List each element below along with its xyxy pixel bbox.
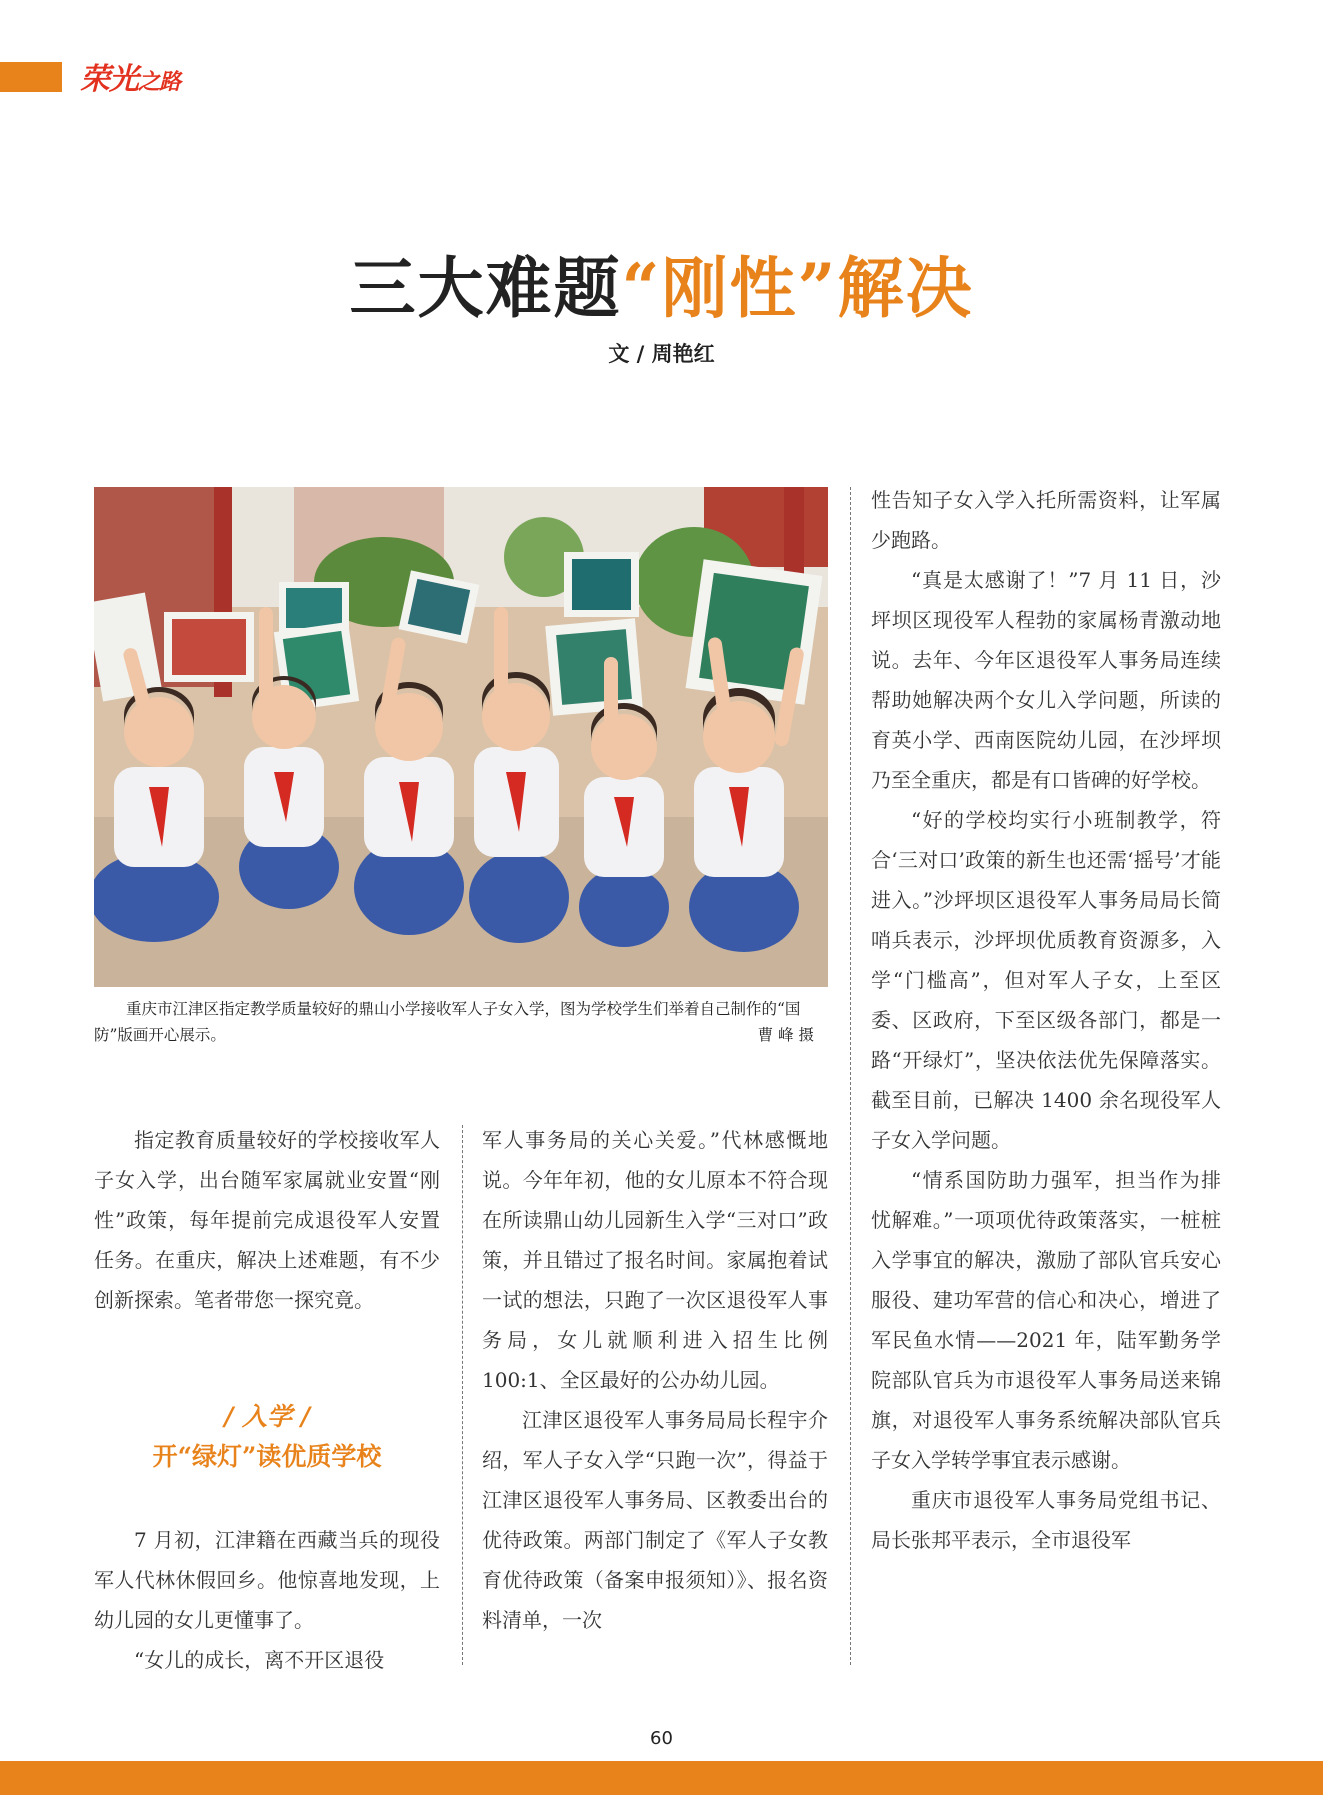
- photo-caption: [94, 996, 828, 1048]
- caption-text: 重庆市江津区指定教学质量较好的鼎山小学接收军人子女入学，图为学校学生们举着自己制作的“国防”版画开心展示。: [94, 1000, 801, 1044]
- paragraph: “情系国防助力强军，担当作为排忧解难。”一项项优待政策落实，一桩桩入学事宜的解决，激励了部队官兵安心服役、建功军营的信心和决心，增进了军民鱼水情——2021 年，陆军勤务学院部队官兵为市退役军人事务局送来锦旗，对退役军人事务系统解决部队官兵子女入学转学事宜表示感谢。: [871, 1168, 1221, 1472]
- logo-sub-text: 之路: [138, 70, 181, 95]
- paragraph: 7 月初，江津籍在西藏当兵的现役军人代林休假回乡。他惊喜地发现，上幼儿园的女儿更懂事了。: [94, 1528, 440, 1632]
- paragraph: 重庆市退役军人事务局党组书记、局长张邦平表示，全市退役军: [871, 1488, 1221, 1552]
- paragraph: 性告知子女入学入托所需资料，让军属少跑路。: [871, 488, 1221, 552]
- header-orange-tab: [0, 62, 62, 92]
- article-photo: [94, 487, 828, 987]
- column-divider: [850, 487, 851, 1665]
- column-1: [94, 1120, 440, 1320]
- paragraph: “好的学校均实行小班制教学，符合‘三对口’政策的新生也还需‘摇号’才能进入。”沙坪坝区退役军人事务局局长简哨兵表示，沙坪坝优质教育资源多，入学“门槛高”，但对军人子女，上至区委、区政府，下至区级各部门，都是一路“开绿灯”，坚决依法优先保障落实。截至目前，已解决 1400 余名现役军人子女入学问题。: [871, 808, 1221, 1152]
- title-part2: 解决: [837, 249, 974, 327]
- column-2: [482, 1120, 828, 1640]
- footer-orange-bar: [0, 1761, 1323, 1795]
- paragraph: 江津区退役军人事务局局长程宇介绍，军人子女入学“只跑一次”，得益于江津区退役军人事务局、区教委出台的优待政策。两部门制定了《军人子女教育优待政策（备案申报须知）》、报名资料清单，一次: [482, 1408, 828, 1632]
- paragraph: “真是太感谢了！”7 月 11 日，沙坪坝区现役军人程勃的家属杨青激动地说。去年、今年区退役军人事务局连续帮助她解决两个女儿入学问题，所读的育英小学、西南医院幼儿园，在沙坪坝乃至全重庆，都是有口皆碑的好学校。: [871, 568, 1221, 792]
- column-1-continued: [94, 1520, 440, 1680]
- section-logo: [80, 54, 180, 98]
- section-heading: [94, 1397, 440, 1477]
- photo-credit: 曹 峰 摄: [757, 1026, 814, 1044]
- column-3: [871, 480, 1221, 1560]
- logo-main-text: 荣光: [80, 62, 138, 97]
- page-number: 60: [650, 1728, 673, 1749]
- paragraph: 指定教育质量较好的学校接收军人子女入学，出台随军家属就业安置“刚性”政策，每年提前完成退役军人安置任务。在重庆，解决上述难题，有不少创新探索。笔者带您一探究竟。: [94, 1128, 440, 1312]
- section-kicker: / 入学 /: [224, 1402, 310, 1431]
- section-title: 开“绿灯”读优质学校: [152, 1442, 382, 1471]
- paragraph: 军人事务局的关心关爱。”代林感慨地说。今年年初，他的女儿原本不符合现在所读鼎山幼儿园新生入学“三对口”政策，并且错过了报名时间。家属抱着试一试的想法，只跑了一次区退役军人事务局，女儿就顺利进入招生比例 100:1、全区最好的公办幼儿园。: [482, 1128, 828, 1392]
- title-accent: “刚性”: [621, 249, 838, 327]
- paragraph: “女儿的成长，离不开区退役: [134, 1648, 385, 1672]
- article-title: [0, 235, 1323, 330]
- title-part1: 三大难题: [349, 249, 622, 327]
- column-divider: [462, 1125, 463, 1665]
- photo-illustration: [94, 487, 828, 987]
- article-author: 文 / 周艳红: [608, 342, 715, 366]
